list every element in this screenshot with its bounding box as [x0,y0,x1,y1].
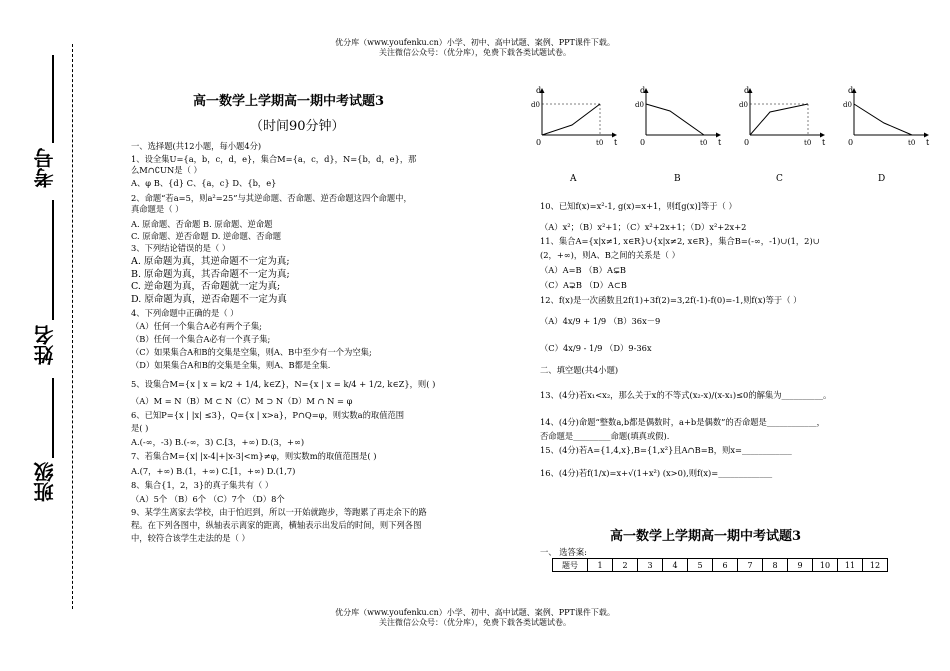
origin-label: 0 [848,138,854,147]
question-line: （A）x²；（B）x²+1；（C）x²+2x+1；（D）x²+2x+2 [540,222,747,232]
t-label: t [718,138,722,147]
y-axis-label: d [536,86,542,95]
graph-d [843,86,930,147]
header-bottom [325,608,625,628]
answer-table [552,558,888,572]
graph-caption-d: D [878,174,886,184]
xingming-field [30,325,70,365]
question-line: （A）M = N（B）M ⊂ N（C）M ⊃ N（D）M ∩ N = φ [131,396,353,406]
question-line: 一、选择题(共12小题，每小题4分) [131,141,262,151]
question-line: （C）A⊋B （D）A⊂B [540,280,627,290]
question-line: （D）如果集合A和B的交集是全集，则A、B都是全集. [131,360,331,370]
header-top-line2: 关注微信公众号：（优分库），免费下载各类试题试卷。 [379,48,571,57]
question-line: 11、集合A={x|x≠1, x∈R}∪{x|x≠2, x∈R}，集合B=(-∞，-1)∪(1，2)∪ [540,236,820,246]
question-line: 么M∩∁UN是（ ） [131,165,202,175]
question-line: （A）任何一个集合A必有两个子集; [131,321,262,331]
t-label: t [614,138,618,147]
question-line: 是( ) [131,423,149,433]
answer-header-cell: 6 [713,559,738,572]
y-axis-label: d [848,86,854,95]
question-line: C. 逆命题为真，否命题就一定为真; [131,281,281,292]
question-line: 13、(4分)若x₁<x₂，那么关于x的不等式(x₂-x)/(x-x₁)≤0的解集为__________。 [540,390,832,400]
answer-header-cell: 12 [863,559,888,572]
right-questions [540,201,935,479]
question-line: 6、已知P={x | |x| ≤3}，Q={x | x>a}，P∩Q=φ，则实数a的取值范围 [131,410,405,420]
d0-label: d0 [739,101,748,109]
question-line: 10、已知f(x)=x²-1, g(x)=x+1，则f[g(x)]等于（ ） [540,201,737,211]
t0-label: t0 [596,139,604,147]
question-line: A.(7，+∞) B.(1，+∞) C.[1，+∞) D.(1,7) [131,466,296,476]
y-axis-label: d [640,86,646,95]
t0-label: t0 [700,139,708,147]
answer-header-cell: 4 [663,559,688,572]
question-line: （C）4x/9 - 1/9 （D）9-36x [540,343,652,353]
banji-field [30,462,70,502]
question-line: 真命题是（ ） [131,204,184,214]
header-bottom-line1: 优分库（www.youfenku.cn）小学、初中、高中试题、案例、PPT课件下载。 [335,608,615,617]
answer-header-cell: 3 [638,559,663,572]
kaohao-field [30,148,70,188]
xingming-underline [52,200,54,320]
header-bottom-line2: 关注微信公众号：（优分库），免费下载各类试题试卷。 [379,618,571,627]
question-line: 9、某学生离家去学校，由于怕迟到，所以一开始就跑步，等跑累了再走余下的路 [131,507,427,517]
answer-header-cell: 9 [788,559,813,572]
d0-label: d0 [531,101,540,109]
origin-label: 0 [536,138,542,147]
question-line: 3、下列结论错误的是（ ） [131,243,231,253]
answer-header-cell: 5 [688,559,713,572]
question-line: C. 原命题、逆否命题 D. 逆命题、否命题 [131,231,282,241]
page-title: 高一数学上学期高一期中考试题3 [193,94,385,109]
question-line: 中，较符合该学生走法的是（ ） [131,533,250,543]
section-heading: 二、填空题(共4小题) [540,365,619,375]
graph-a [531,86,618,147]
question-line: 8、集合{1，2，3}的真子集共有（ ） [131,480,274,490]
question-line: （B）任何一个集合A必有一个真子集; [131,334,271,344]
question-line: （A）4x/9 + 1/9 （B）36x－9 [540,316,661,326]
kaohao-underline [52,55,54,143]
question-line: A.(-∞，-3) B.(-∞，3) C.[3，+∞) D.(3，+∞) [131,437,305,447]
answer-section-label: 一、 选答案: [540,547,587,557]
question-line: 程。在下列各图中，纵轴表示离家的距离，横轴表示出发后的时间，则下列各图 [131,520,422,530]
question-line: 4、下列命题中正确的是（ ） [131,308,239,318]
graph-caption-c: C [776,174,783,184]
d0-label: d0 [635,101,644,109]
y-axis-label: d [744,86,750,95]
question-line: （C）如果集合A和B的交集是空集，则A、B中至少有一个为空集; [131,347,372,357]
t0-label: t0 [804,139,812,147]
question-line: D. 原命题为真，逆否命题不一定为真 [131,293,287,305]
question-line: (2，+∞)，则A、B之间的关系是（ ） [540,250,680,260]
answer-header-cell: 2 [613,559,638,572]
answer-table-row [553,559,888,572]
question-line: 否命题是_________命题(填真或假). [540,431,670,441]
question-line: 12、f(x)是一次函数且2f(1)+3f(2)=3,2f(-1)-f(0)=-1,则f(x)等于（ ） [540,295,802,305]
question-line: （A）A=B （B）A⊊B [540,265,626,275]
answer-header-cell: 题号 [553,559,588,572]
graph-caption-a: A [570,174,577,184]
graph-b [635,86,722,147]
question-line: B. 原命题为真，其否命题不一定为真; [131,268,290,280]
question-line: 15、(4分)若A={1,4,x},B={1,x²}且A∩B=B，则x=____________ [540,445,792,455]
left-questions [131,141,491,544]
graph-c [739,86,826,147]
page-subtitle: （时间90分钟） [250,119,345,134]
answer-sheet-title: 高一数学上学期高一期中考试题3 [610,529,802,544]
question-line: 16、(4分)若f(1/x)=x+√(1+x²) (x>0),则f(x)=_____________ [540,468,773,478]
question-line: 14、(4分)命题“整数a,b都是偶数时，a+b是偶数”的否命题是____________， [540,417,825,427]
origin-label: 0 [744,138,750,147]
answer-header-cell: 7 [738,559,763,572]
question-line: 7、若集合M={x| |x-4|+|x-3|<m}≠φ，则实数m的取值范围是( ) [131,451,377,461]
t-label: t [822,138,826,147]
question-line: A. 原命题、否命题 B. 原命题、逆命题 [131,219,273,229]
t0-label: t0 [908,139,916,147]
binding-line [72,44,73,609]
header-top-line1: 优分库（www.youfenku.cn）小学、初中、高中试题、案例、PPT课件下载。 [335,38,615,47]
question-line: A. 原命题为真，其逆命题不一定为真; [131,256,290,267]
answer-header-cell: 11 [838,559,863,572]
t-label: t [926,138,930,147]
question-line: 1、设全集U={a，b，c，d，e}，集合M={a，c，d}，N={b，d，e}，那 [131,154,417,164]
d0-label: d0 [843,101,852,109]
answer-header-cell: 1 [588,559,613,572]
banji-underline [52,378,54,458]
distance-time-graphs [528,85,930,160]
question-line: 2、命题“若a=5，则a²=25”与其逆命题、否命题、逆否命题这四个命题中， [131,193,412,203]
answer-header-cell: 10 [813,559,838,572]
question-line: （A）5个 （B）6个 （C）7个 （D）8个 [131,494,285,504]
origin-label: 0 [640,138,646,147]
graph-caption-b: B [674,174,681,184]
question-line: A、φ B、{d} C、{a，c} D、{b，e} [131,178,277,188]
question-line: 5、设集合M={x | x = k/2 + 1/4, k∈Z}，N={x | x = k/4 + 1/2, k∈Z}，则( ) [131,379,436,389]
answer-header-cell: 8 [763,559,788,572]
header-top [325,38,625,58]
xingming-label: 姓名 [33,325,57,365]
kaohao-label: 考号 [33,148,57,188]
banji-label: 班级 [33,462,57,502]
